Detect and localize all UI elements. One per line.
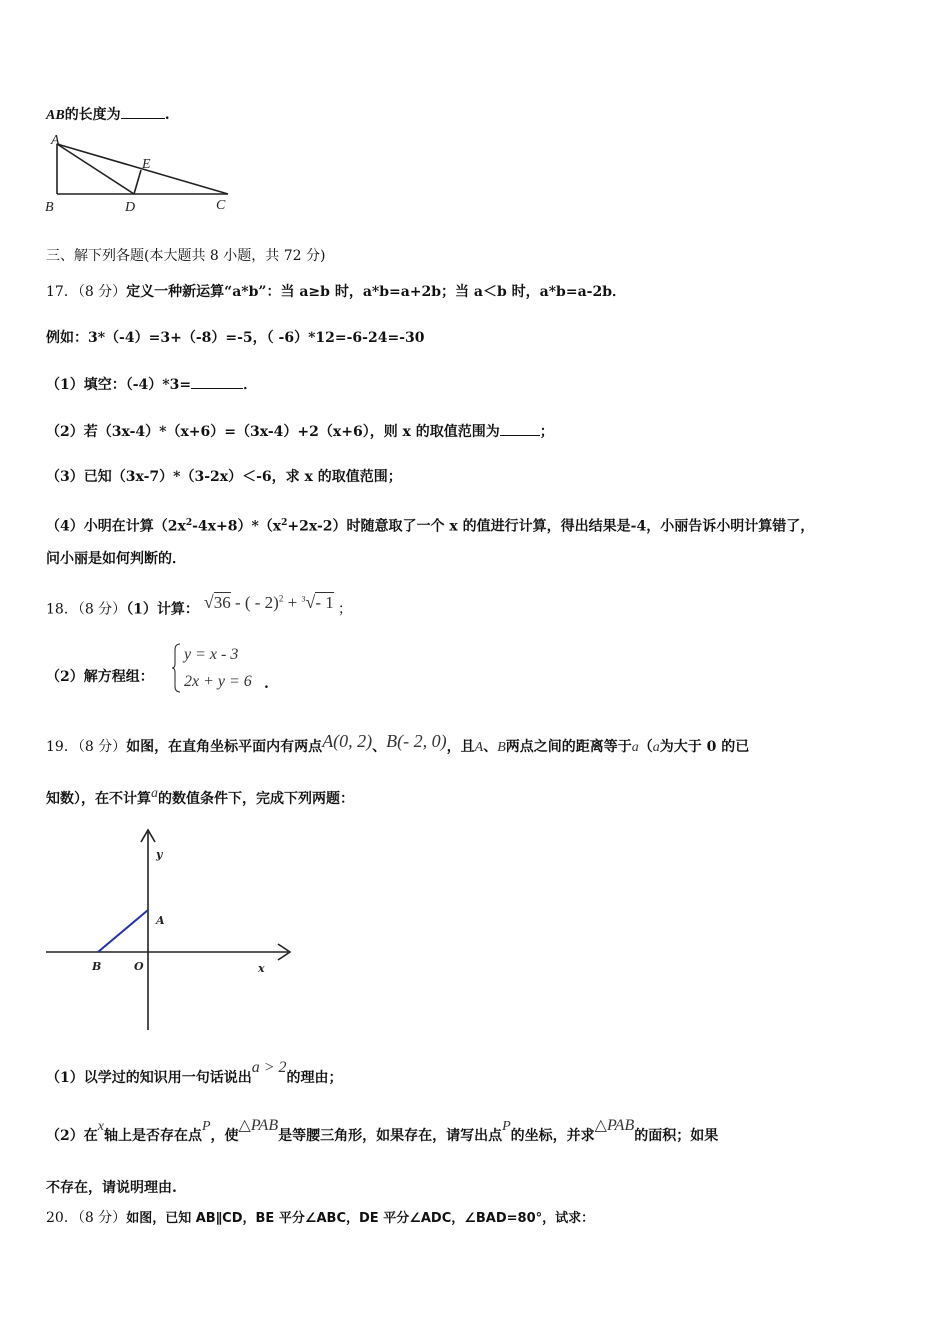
q17-number: 17． xyxy=(46,284,78,300)
q19-text-d: （ xyxy=(638,739,653,755)
point-label-b: B xyxy=(92,960,102,973)
sqrt-icon: √ xyxy=(203,591,214,612)
q19-p2-x: x xyxy=(97,1119,104,1134)
q18-p2-end: . xyxy=(264,676,269,692)
q18-p2-text: （2）解方程组： xyxy=(46,669,154,685)
q19-p2-p2: P xyxy=(502,1119,511,1134)
q19-line2-b: 的数值条件下，完成下列两题： xyxy=(158,791,354,807)
q19-p2-e: 的坐标，并求 xyxy=(510,1128,595,1144)
segment-de xyxy=(134,170,141,194)
q18-expression xyxy=(204,593,338,612)
q19-text-c: 两点之间的距离等于 xyxy=(505,739,632,755)
q17-part4-line2: 问小丽是如何判断的． xyxy=(46,551,186,567)
q20-number: 20． xyxy=(46,1210,78,1226)
q16-answer-blank[interactable] xyxy=(121,104,165,119)
q19-point-a: A(0, 2) xyxy=(322,731,373,751)
q18-part1 xyxy=(46,591,353,620)
q17-p1-end: ． xyxy=(243,377,258,393)
coordinate-figure xyxy=(40,826,300,1034)
q19-p2-a: （2）在 xyxy=(46,1128,98,1144)
system-brace-icon xyxy=(172,642,182,694)
label-b: B xyxy=(45,200,54,215)
q19-line2 xyxy=(46,786,354,810)
q19-a-var2: a xyxy=(652,740,660,755)
q17-p4-b: -4x+8）*（x xyxy=(192,518,282,535)
q17-def-text: 定义一种新运算“a*b”：当 a≥b 时，a*b=a+2b；当 a＜b 时，a*b=a-2b． xyxy=(126,284,626,300)
q17-p1-text: （1）填空：（-4）*3= xyxy=(46,377,192,393)
q16-text: 的长度为 xyxy=(64,107,121,123)
q19-sep: 、 xyxy=(372,739,387,755)
q18-cbrt-radicand: - 1 xyxy=(315,592,334,612)
q18-eq2: 2x + y = 6 xyxy=(184,673,252,690)
q19-part1 xyxy=(46,1059,343,1088)
q19-number: 19． xyxy=(46,739,78,755)
q20-line xyxy=(46,1208,594,1229)
q17-p4-a: （4）小明在计算（2x xyxy=(46,518,186,535)
q19-p2-triangle2: △PAB xyxy=(594,1117,635,1134)
q19-p2-f: 的面积；如果 xyxy=(634,1128,719,1144)
q18-expr-b: - ( - 2) xyxy=(230,592,279,612)
q17-p4-c: +2x-2）时随意取了一个 x 的值进行计算，得出结果是-4，小丽告诉小明计算错了， xyxy=(287,518,815,535)
origin-label-o: O xyxy=(134,960,144,973)
q18-part2 xyxy=(46,667,154,687)
q19-p2-p: P xyxy=(201,1119,211,1134)
q18-expr-c: + xyxy=(283,592,302,612)
q17-score: （8 分） xyxy=(77,284,127,300)
q20-score: （8 分） xyxy=(77,1210,127,1226)
q19-part2-line2: 不存在，请说明理由. xyxy=(46,1180,177,1196)
q17-part3: （3）已知（3x-7）*（3-2x）＜-6，求 x 的取值范围； xyxy=(46,469,402,485)
q19-p1-b: 的理由； xyxy=(286,1070,343,1086)
q17-p2-blank[interactable] xyxy=(500,421,540,436)
q19-line1 xyxy=(46,731,750,758)
q19-a-var: a xyxy=(631,740,639,755)
q19-text-b: ，且 xyxy=(446,739,475,755)
point-label-a: A xyxy=(156,914,165,927)
axis-label-y: y xyxy=(156,848,163,861)
q19-a-label: A xyxy=(474,740,484,755)
q19-text-e: 为大于 0 的已 xyxy=(659,739,750,755)
q17-p2-text: （2）若（3x-4）*（x+6）=（3x-4）+2（x+6），则 x 的取值范围为 xyxy=(46,424,500,440)
q19-line2-a: 知数），在不计算 xyxy=(46,791,151,807)
q18-radicand: 36 xyxy=(213,592,231,612)
axis-label-x: x xyxy=(258,962,265,975)
label-c: C xyxy=(216,198,226,213)
q18-root-index: 3 xyxy=(301,594,306,603)
q19-p2-c: ，使 xyxy=(210,1128,239,1144)
q19-p2-triangle: △PAB xyxy=(238,1117,279,1134)
q17-part4 xyxy=(46,513,814,537)
q18-score: （8 分） xyxy=(77,601,127,618)
q18-eq1: y = x - 3 xyxy=(184,646,239,663)
q19-line2-a-var: a xyxy=(151,786,158,801)
label-d: D xyxy=(125,200,136,215)
q16-tail xyxy=(46,104,170,126)
segment-ab-blue xyxy=(98,910,148,952)
q20-text: 如图，已知 AB∥CD，BE 平分∠ABC，DE 平分∠ADC，∠BAD=80°，试求： xyxy=(126,1211,595,1226)
label-e: E xyxy=(142,157,151,172)
q19-b-label: B xyxy=(497,740,506,755)
q17-p4-sup1: 2 xyxy=(185,518,193,528)
q19-score: （8 分） xyxy=(77,739,127,755)
section-heading: 三、解下列各题(本大题共 8 小题，共 72 分) xyxy=(46,248,326,264)
q19-sep2: 、 xyxy=(483,739,498,755)
q18-p1-text: （1）计算： xyxy=(126,601,199,618)
q17-p2-end: ； xyxy=(539,424,554,440)
q17-part2 xyxy=(46,421,554,442)
q19-point-b: B(- 2, 0) xyxy=(386,731,447,751)
q19-p2-d: 是等腰三角形，如果存在，请写出点 xyxy=(278,1128,503,1144)
q17-p4-sup2: 2 xyxy=(281,518,288,528)
q17-definition xyxy=(46,282,626,302)
q19-p1-a: （1）以学过的知识用一句话说出 xyxy=(46,1070,252,1086)
q18-number: 18． xyxy=(46,601,78,618)
segment-ad xyxy=(57,144,134,194)
q17-p1-blank[interactable] xyxy=(191,374,243,389)
q19-p2-b: 轴上是否存在点 xyxy=(103,1128,202,1144)
q16-ab-label: AB xyxy=(46,108,65,123)
q18-p1-end: ； xyxy=(338,601,353,618)
q18-expr-sup: 2 xyxy=(278,593,284,603)
triangle-figure xyxy=(40,132,240,216)
q17-example: 例如：3*（-4）=3+（-8）=-5，（ -6）*12=-6-24=-30 xyxy=(46,330,425,346)
q19-text-a: 如图，在直角坐标平面内有两点 xyxy=(126,739,323,755)
cbrt-icon: √ xyxy=(305,591,316,612)
q19-p1-math: a > 2 xyxy=(251,1059,287,1076)
q19-part2 xyxy=(46,1117,719,1147)
q16-end: . xyxy=(164,107,170,123)
q17-part1 xyxy=(46,374,257,395)
label-a: A xyxy=(51,133,60,148)
